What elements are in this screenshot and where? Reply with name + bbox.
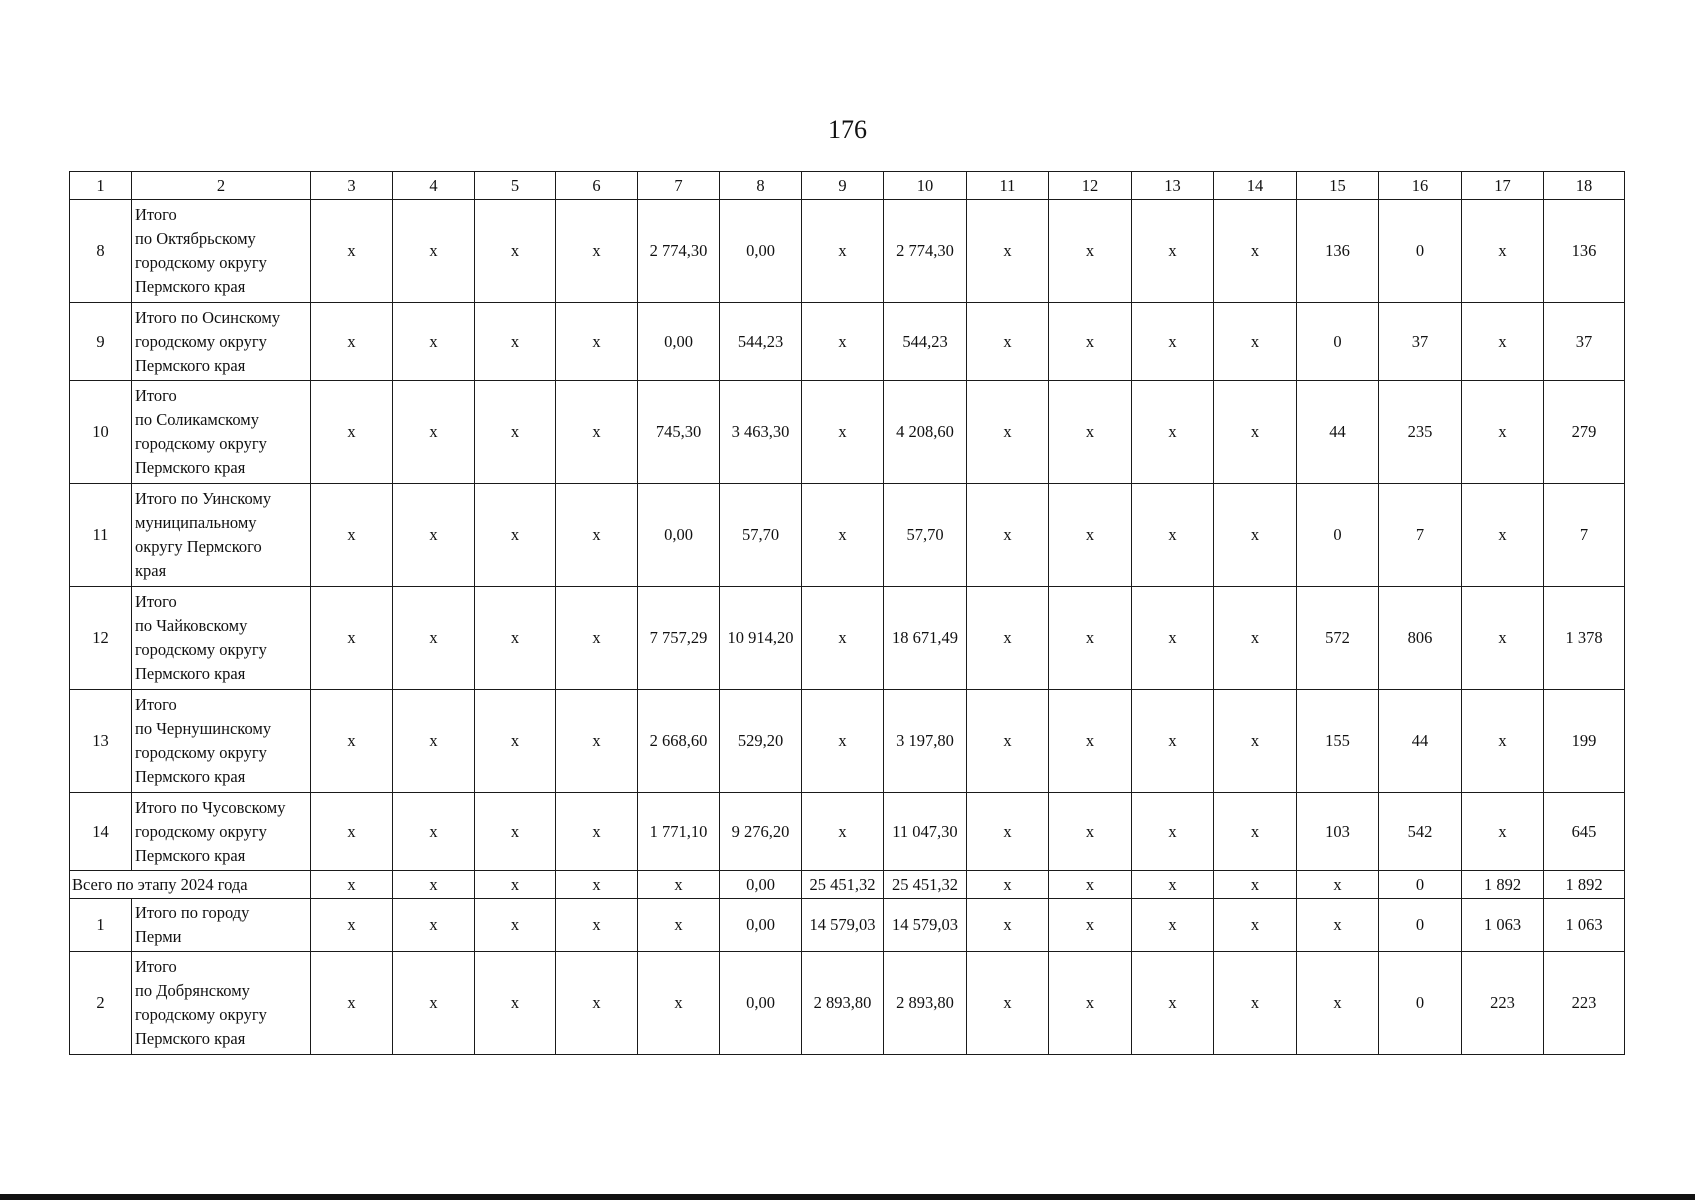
table-cell: x <box>1462 381 1544 484</box>
table-cell: x <box>393 899 475 952</box>
table-cell: x <box>311 952 393 1055</box>
table-cell: 136 <box>1544 200 1625 303</box>
header-cell: 11 <box>967 172 1049 200</box>
table-cell: 0 <box>1297 484 1379 587</box>
table-cell: 645 <box>1544 793 1625 871</box>
table-cell: x <box>1132 793 1214 871</box>
table-cell: x <box>1297 899 1379 952</box>
table-cell: x <box>1132 587 1214 690</box>
row-label-cell: Итого по Чусовскому городскому округу Пермского края <box>132 793 311 871</box>
row-number-cell: 14 <box>70 793 132 871</box>
table-cell: 279 <box>1544 381 1625 484</box>
data-table <box>69 171 1625 1055</box>
table-cell: x <box>556 200 638 303</box>
table-cell: 544,23 <box>720 303 802 381</box>
table-cell: 3 197,80 <box>884 690 967 793</box>
table-cell: x <box>311 381 393 484</box>
table-cell: x <box>1132 899 1214 952</box>
table-cell: 0 <box>1379 871 1462 899</box>
table-cell: 44 <box>1297 381 1379 484</box>
table-cell: x <box>1214 690 1297 793</box>
table-cell: x <box>967 871 1049 899</box>
table-cell: 199 <box>1544 690 1625 793</box>
table-cell: x <box>967 793 1049 871</box>
table-cell: 1 063 <box>1544 899 1625 952</box>
table-cell: x <box>311 793 393 871</box>
table-cell: 0,00 <box>720 952 802 1055</box>
table-cell: 37 <box>1379 303 1462 381</box>
header-cell: 10 <box>884 172 967 200</box>
table-cell: 11 047,30 <box>884 793 967 871</box>
table-cell: x <box>393 793 475 871</box>
table-cell: x <box>556 587 638 690</box>
table-cell: x <box>475 381 556 484</box>
table-cell: 2 774,30 <box>638 200 720 303</box>
table-cell: x <box>556 690 638 793</box>
table-cell: 10 914,20 <box>720 587 802 690</box>
table-cell: 0 <box>1297 303 1379 381</box>
table-cell: 2 893,80 <box>884 952 967 1055</box>
table-cell: 572 <box>1297 587 1379 690</box>
header-cell: 6 <box>556 172 638 200</box>
table-cell: x <box>638 899 720 952</box>
table-cell: x <box>1214 587 1297 690</box>
table-cell: x <box>1132 303 1214 381</box>
table-cell: x <box>311 871 393 899</box>
table-cell: 2 668,60 <box>638 690 720 793</box>
table-cell: x <box>1049 587 1132 690</box>
table-cell: x <box>475 200 556 303</box>
table-cell: x <box>802 200 884 303</box>
table-cell: 25 451,32 <box>884 871 967 899</box>
table-cell: x <box>556 899 638 952</box>
table-cell: x <box>556 793 638 871</box>
table-cell: x <box>393 200 475 303</box>
table-cell: x <box>1132 871 1214 899</box>
table-cell: 544,23 <box>884 303 967 381</box>
header-cell: 14 <box>1214 172 1297 200</box>
table-cell: x <box>393 690 475 793</box>
table-cell: 1 771,10 <box>638 793 720 871</box>
table-row <box>70 690 1625 793</box>
table-cell: x <box>1132 952 1214 1055</box>
header-cell: 4 <box>393 172 475 200</box>
table-cell: 44 <box>1379 690 1462 793</box>
row-number-cell: 12 <box>70 587 132 690</box>
table-cell: x <box>1462 484 1544 587</box>
table-cell: 0,00 <box>720 200 802 303</box>
table-cell: x <box>1132 690 1214 793</box>
table-row <box>70 587 1625 690</box>
row-label-cell: Итого по Уинскому муниципальному округу Пермского края <box>132 484 311 587</box>
table-cell: x <box>311 587 393 690</box>
table-cell: x <box>311 200 393 303</box>
header-cell: 1 <box>70 172 132 200</box>
table-row <box>70 793 1625 871</box>
table-cell: 155 <box>1297 690 1379 793</box>
table-cell: 529,20 <box>720 690 802 793</box>
header-cell: 15 <box>1297 172 1379 200</box>
table-cell: x <box>967 484 1049 587</box>
header-cell: 5 <box>475 172 556 200</box>
table-cell: 0 <box>1379 952 1462 1055</box>
row-number-cell: 1 <box>70 899 132 952</box>
table-cell: 235 <box>1379 381 1462 484</box>
table-cell: x <box>1214 793 1297 871</box>
table-cell: x <box>1049 381 1132 484</box>
scan-edge-bar <box>0 1194 1695 1200</box>
table-cell: x <box>967 381 1049 484</box>
row-number-cell: 11 <box>70 484 132 587</box>
table-cell: x <box>393 952 475 1055</box>
table-cell: 136 <box>1297 200 1379 303</box>
row-label-cell: Итого по Чернушинскому городскому округу Пермского края <box>132 690 311 793</box>
table-cell: 2 893,80 <box>802 952 884 1055</box>
table-cell: x <box>967 587 1049 690</box>
table-cell: 57,70 <box>720 484 802 587</box>
table-cell: x <box>967 303 1049 381</box>
table-cell: x <box>1049 690 1132 793</box>
table-cell: x <box>1214 484 1297 587</box>
row-label-cell: Итого по Октябрьскому городскому округу Пермского края <box>132 200 311 303</box>
table-cell: 25 451,32 <box>802 871 884 899</box>
table-cell: x <box>638 871 720 899</box>
table-cell: x <box>311 690 393 793</box>
table-cell: x <box>1462 690 1544 793</box>
table-cell: 0,00 <box>638 484 720 587</box>
table-cell: x <box>475 899 556 952</box>
table-row <box>70 484 1625 587</box>
table-cell: x <box>393 381 475 484</box>
table-cell: x <box>802 303 884 381</box>
table-cell: 0,00 <box>720 899 802 952</box>
row-label-cell: Итого по Добрянскому городскому округу Пермского края <box>132 952 311 1055</box>
table-cell: x <box>311 899 393 952</box>
table-cell: 0 <box>1379 200 1462 303</box>
table-cell: x <box>1049 484 1132 587</box>
header-cell: 16 <box>1379 172 1462 200</box>
table-cell: x <box>1132 381 1214 484</box>
table-cell: x <box>1214 303 1297 381</box>
table-cell: x <box>393 871 475 899</box>
header-cell: 13 <box>1132 172 1214 200</box>
table-row <box>70 952 1625 1055</box>
table-row <box>70 303 1625 381</box>
table-cell: 9 276,20 <box>720 793 802 871</box>
table-cell: x <box>556 381 638 484</box>
table-cell: x <box>475 871 556 899</box>
row-label-cell: Итого по Осинскому городскому округу Пермского края <box>132 303 311 381</box>
table-cell: 4 208,60 <box>884 381 967 484</box>
table-cell: x <box>1297 952 1379 1055</box>
table-cell: 0 <box>1379 899 1462 952</box>
table-cell: x <box>802 587 884 690</box>
table-cell: 7 <box>1544 484 1625 587</box>
header-cell: 12 <box>1049 172 1132 200</box>
table-cell: x <box>967 899 1049 952</box>
table-row <box>70 381 1625 484</box>
table-cell: x <box>802 690 884 793</box>
table-cell: x <box>1462 200 1544 303</box>
row-number-cell: 2 <box>70 952 132 1055</box>
row-number-cell: 10 <box>70 381 132 484</box>
table-cell: x <box>802 381 884 484</box>
table-cell: 223 <box>1544 952 1625 1055</box>
table-cell: x <box>1049 871 1132 899</box>
table-cell: 806 <box>1379 587 1462 690</box>
table-cell: x <box>1462 793 1544 871</box>
table-cell: x <box>1297 871 1379 899</box>
table-cell: 7 757,29 <box>638 587 720 690</box>
page-number: 176 <box>828 115 867 144</box>
table-cell: x <box>475 587 556 690</box>
table-cell: 0,00 <box>720 871 802 899</box>
table-cell: x <box>1049 793 1132 871</box>
table-cell: x <box>1214 899 1297 952</box>
table-cell: x <box>475 484 556 587</box>
table-cell: x <box>556 303 638 381</box>
row-number-cell: 8 <box>70 200 132 303</box>
table-cell: x <box>638 952 720 1055</box>
table-cell: x <box>1214 381 1297 484</box>
table-cell: 745,30 <box>638 381 720 484</box>
table-cell: 542 <box>1379 793 1462 871</box>
header-row <box>70 172 1625 200</box>
header-cell: 3 <box>311 172 393 200</box>
table-cell: 2 774,30 <box>884 200 967 303</box>
header-cell: 2 <box>132 172 311 200</box>
table-cell: 1 378 <box>1544 587 1625 690</box>
table-cell: 37 <box>1544 303 1625 381</box>
table-cell: 0,00 <box>638 303 720 381</box>
table-cell: 18 671,49 <box>884 587 967 690</box>
header-cell: 8 <box>720 172 802 200</box>
table-cell: x <box>393 587 475 690</box>
table-cell: x <box>1214 952 1297 1055</box>
table-cell: x <box>393 303 475 381</box>
table-cell: x <box>311 303 393 381</box>
table-cell: 14 579,03 <box>884 899 967 952</box>
table-cell: x <box>475 952 556 1055</box>
table-cell: x <box>1132 200 1214 303</box>
table-cell: 1 892 <box>1462 871 1544 899</box>
row-label-cell: Итого по Соликамскому городскому округу Пермского края <box>132 381 311 484</box>
table-cell: x <box>1132 484 1214 587</box>
table-cell: x <box>556 952 638 1055</box>
table-cell: x <box>475 303 556 381</box>
table-cell: x <box>1214 200 1297 303</box>
table-cell: x <box>1214 871 1297 899</box>
table-cell: x <box>802 793 884 871</box>
header-cell: 17 <box>1462 172 1544 200</box>
table-row <box>70 200 1625 303</box>
table-cell: x <box>311 484 393 587</box>
total-label: Всего по этапу 2024 года <box>70 871 311 899</box>
table-cell: 3 463,30 <box>720 381 802 484</box>
header-cell: 18 <box>1544 172 1625 200</box>
table-cell: x <box>475 793 556 871</box>
row-label-cell: Итого по Чайковскому городскому округу Пермского края <box>132 587 311 690</box>
table-cell: 14 579,03 <box>802 899 884 952</box>
table-cell: x <box>1049 303 1132 381</box>
header-cell: 7 <box>638 172 720 200</box>
table-cell: x <box>967 952 1049 1055</box>
row-number-cell: 13 <box>70 690 132 793</box>
table-cell: x <box>1049 952 1132 1055</box>
table-cell: x <box>1462 587 1544 690</box>
header-cell: 9 <box>802 172 884 200</box>
table-cell: x <box>475 690 556 793</box>
table-cell: 103 <box>1297 793 1379 871</box>
table-cell: x <box>802 484 884 587</box>
table-row <box>70 899 1625 952</box>
row-number-cell: 9 <box>70 303 132 381</box>
table-cell: 1 892 <box>1544 871 1625 899</box>
table-cell: 7 <box>1379 484 1462 587</box>
row-label-cell: Итого по городу Перми <box>132 899 311 952</box>
table-cell: x <box>556 484 638 587</box>
table-cell: 57,70 <box>884 484 967 587</box>
table-cell: x <box>967 690 1049 793</box>
table-cell: x <box>393 484 475 587</box>
table-cell: 223 <box>1462 952 1544 1055</box>
total-row <box>70 871 1625 899</box>
table-cell: x <box>1049 200 1132 303</box>
table-cell: x <box>1049 899 1132 952</box>
table-cell: x <box>967 200 1049 303</box>
table-cell: x <box>1462 303 1544 381</box>
table-cell: x <box>556 871 638 899</box>
table-cell: 1 063 <box>1462 899 1544 952</box>
